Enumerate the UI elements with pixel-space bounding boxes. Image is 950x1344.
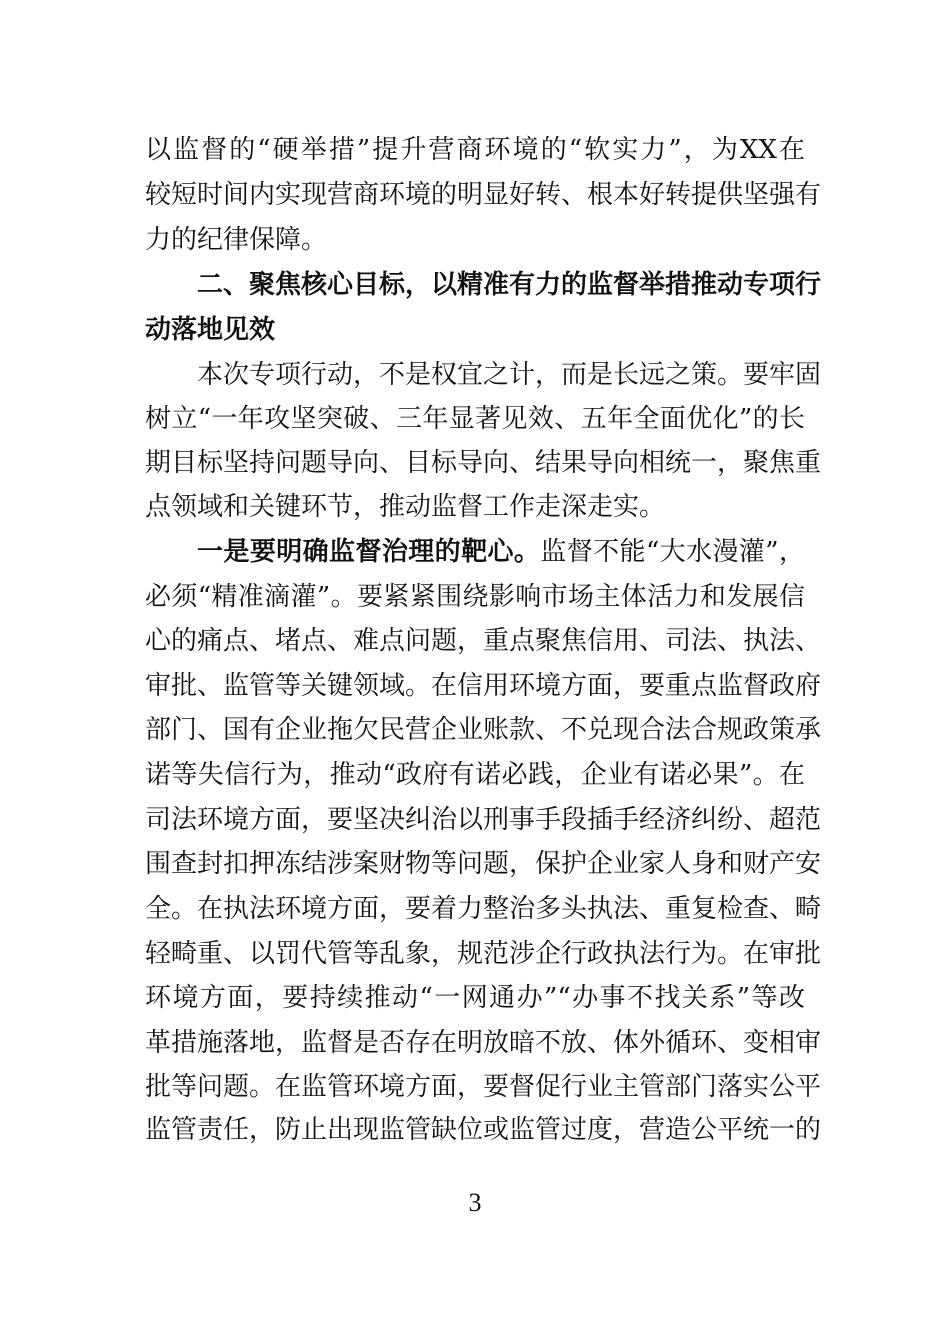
paragraph-line: 以监督的“硬举措”提升营商环境的“软实力”，为XX在 xyxy=(145,135,805,165)
paragraph-line: 部门、国有企业拖欠民营企业账款、不兑现合法合规政策承 xyxy=(145,715,822,745)
lead-rest: 监督不能“大水漫灌”， xyxy=(540,537,805,567)
paragraph-line: 力的纪律保障。 xyxy=(145,225,328,255)
section-heading-line: 二、聚焦核心目标，以精准有力的监督举措推动专项行 xyxy=(197,270,822,300)
paragraph-line: 必须“精准滴灌”。要紧紧围绕影响市场主体活力和发展信 xyxy=(145,582,805,612)
paragraph-line: 批等问题。在监管环境方面，要督促行业主管部门落实公平 xyxy=(145,1072,822,1102)
paragraph-line: 诺等失信行为，推动“政府有诺必践，企业有诺必果”。在 xyxy=(145,760,805,790)
paragraph-line: 较短时间内实现营商环境的明显好转、根本好转提供坚强有 xyxy=(145,180,822,210)
paragraph-line: 心的痛点、堵点、难点问题，重点聚焦信用、司法、执法、 xyxy=(145,626,822,656)
paragraph-line: 司法环境方面，要坚决纠治以刑事手段插手经济纠纷、超范 xyxy=(145,805,822,835)
paragraph-line: 围查封扣押冻结涉案财物等问题，保护企业家人身和财产安 xyxy=(145,849,822,879)
paragraph-line: 监管责任，防止出现监管缺位或监管过度，营造公平统一的 xyxy=(145,1115,822,1145)
paragraph-line: 本次专项行动，不是权宜之计，而是长远之策。要牢固 xyxy=(197,360,822,390)
paragraph-line: 轻畸重、以罚代管等乱象，规范涉企行政执法行为。在审批 xyxy=(145,939,822,969)
section-heading-line: 动落地见效 xyxy=(145,315,276,345)
bold-lead: 一是要明确监督治理的靶心。 xyxy=(197,537,541,567)
paragraph-line: 期目标坚持问题导向、目标导向、结果导向相统一，聚焦重 xyxy=(145,448,822,478)
paragraph-line: 环境方面，要持续推动“一网通办”“办事不找关系”等改 xyxy=(145,983,805,1013)
paragraph-line: 审批、监管等关键领域。在信用环境方面，要重点监督政府 xyxy=(145,671,822,701)
paragraph-line: 全。在执法环境方面，要着力整治多头执法、重复检查、畸 xyxy=(145,894,822,924)
paragraph-line: 树立“一年攻坚突破、三年显著见效、五年全面优化”的长 xyxy=(145,404,805,434)
paragraph-line xyxy=(197,532,805,572)
paragraph-line: 革措施落地，监督是否存在明放暗不放、体外循环、变相审 xyxy=(145,1028,822,1058)
paragraph-line: 点领域和关键环节，推动监督工作走深走实。 xyxy=(145,492,666,522)
page-number: 3 xyxy=(468,1188,482,1217)
